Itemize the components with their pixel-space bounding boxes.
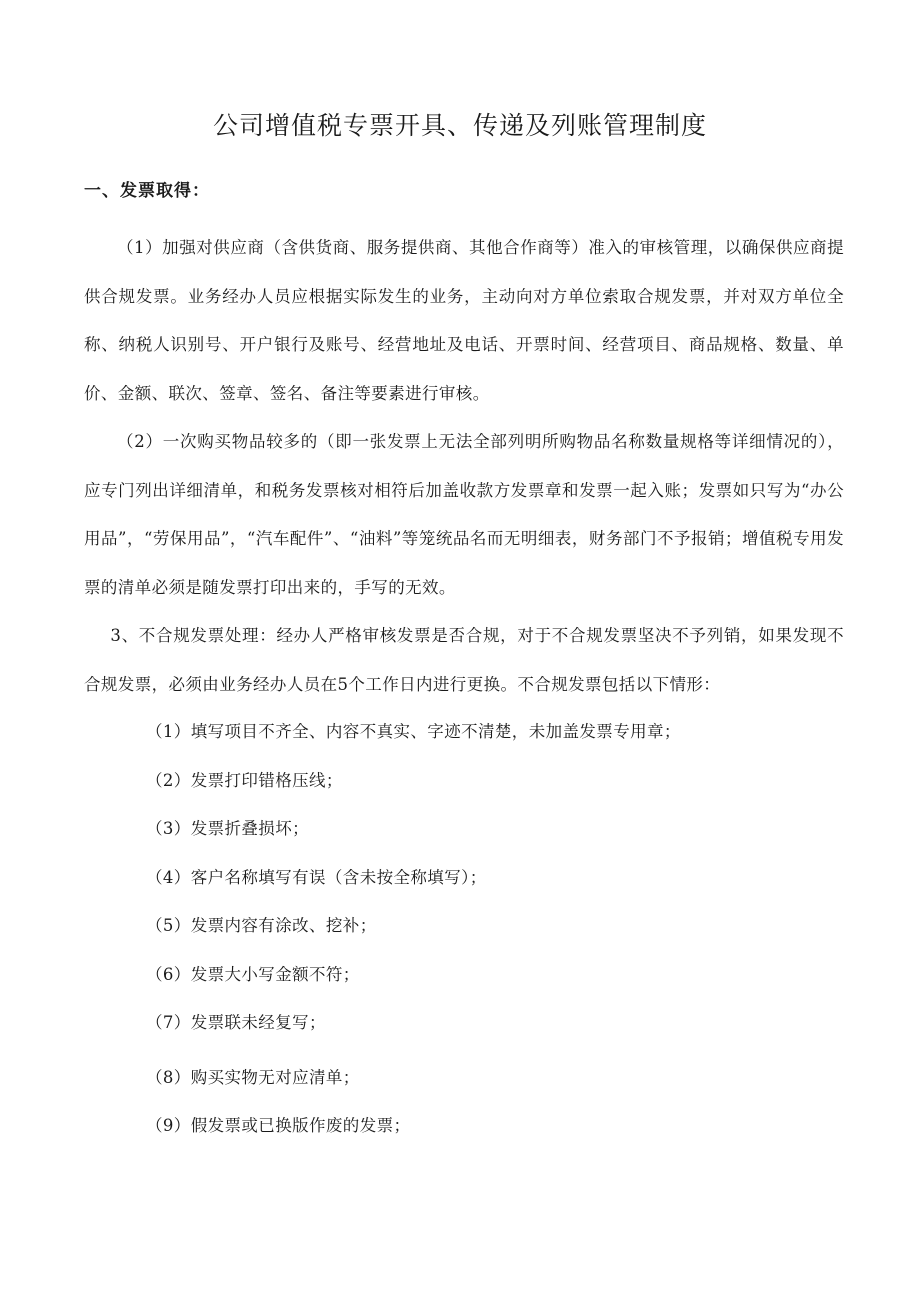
list-item: （9）假发票或已换版作废的发票； <box>146 1116 411 1135</box>
document-title: 公司增值税专票开具、传递及列账管理制度 <box>212 111 707 140</box>
paragraph-supplier-review: （1）加强对供应商（含供货商、服务提供商、其他合作商等）准入的审核管理，以确保供应商提供合规发票。业务经办人员应根据实际发生的业务，主动向对方单位索取合规发票，并对双方单位全称、纳税人识别号、开户银行及账号、经营地址及电话、开票时间、经营项目、商品规格、数量、单价、金额、联次、签章、签名、备注等要素进行审核。 <box>84 238 844 403</box>
list-item: （7）发票联未经复写； <box>146 1013 326 1032</box>
section-heading: 一、发票取得： <box>84 181 210 201</box>
paragraph-noncompliant-invoices: 3、不合规发票处理：经办人严格审核发票是否合规，对于不合规发票坚决不予列销，如果发现不合规发票，必须由业务经办人员在5个工作日内进行更换。不合规发票包括以下情形： <box>84 626 844 694</box>
list-item: （3）发票折叠损坏； <box>146 819 309 838</box>
list-item: （8）购买实物无对应清单； <box>146 1067 360 1087</box>
list-item: （1）填写项目不齐全、内容不真实、字迹不清楚，未加盖发票专用章； <box>146 722 681 741</box>
noncompliant-list <box>146 708 681 1151</box>
list-item: （4）客户名称填写有误（含未按全称填写）； <box>146 867 487 887</box>
paragraph-bulk-purchase: （2）一次购买物品较多的（即一张发票上无法全部列明所购物品名称数量规格等详细情况的），应专门列出详细清单，和税务发票核对相符后加盖收款方发票章和发票一起入账；发票如只写为“办公用品”，“劳保用品”，“汽车配件”、“油料”等笼统品名而无明细表，财务部门不予报销；增值税专用发票的清单必须是随发票打印出来的，手写的无效。 <box>84 432 844 597</box>
list-item: （6）发票大小写金额不符； <box>146 964 360 984</box>
list-item: （2）发票打印错格压线； <box>146 770 343 790</box>
list-item: （5）发票内容有涂改、挖补； <box>146 916 377 935</box>
